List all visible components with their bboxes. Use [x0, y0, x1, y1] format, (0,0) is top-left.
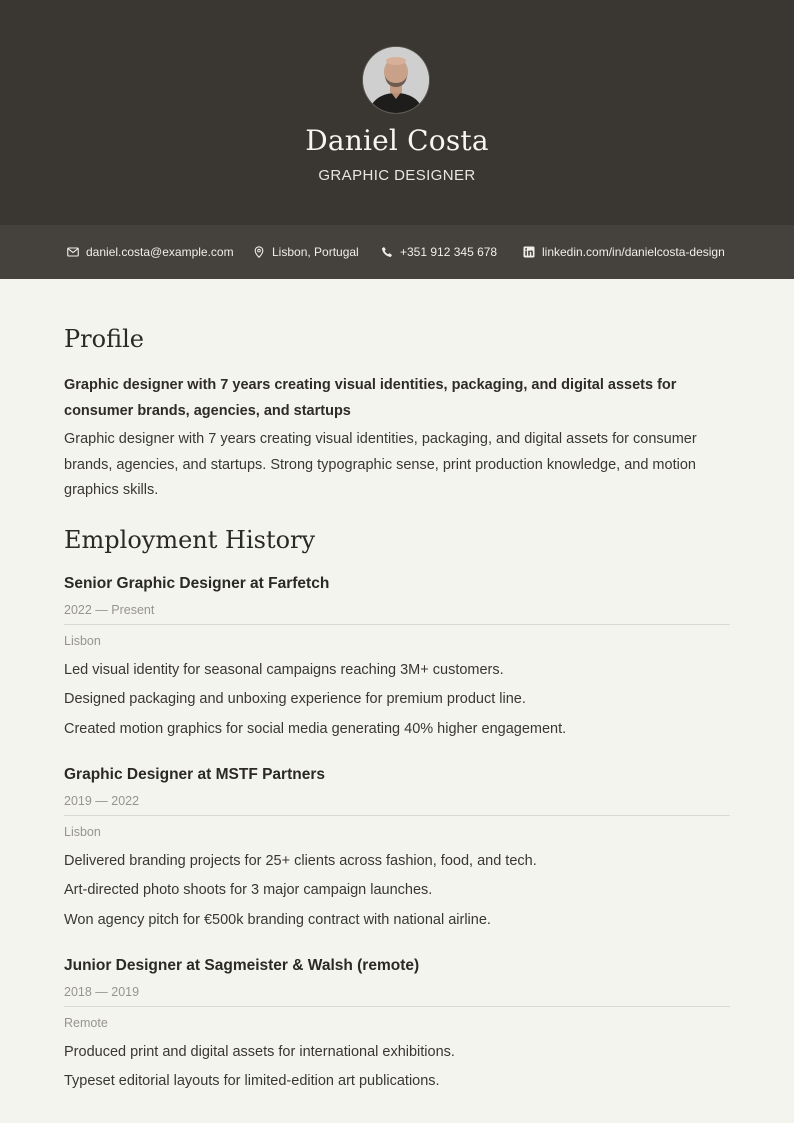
job-entry-bullet: Led visual identity for seasonal campaigns reaching 3M+ customers. [64, 662, 504, 678]
job-divider [64, 624, 730, 625]
job-entry-bullet: Won agency pitch for €500k branding contract with national airline. [64, 912, 491, 928]
linkedin-icon [523, 246, 535, 258]
job-entry-location: Lisbon [64, 825, 101, 839]
job-entry-title: Graphic Designer at MSTF Partners [64, 766, 325, 783]
contact-email-text: daniel.costa@example.com [86, 245, 234, 259]
contact-linkedin-text: linkedin.com/in/danielcosta-design [542, 245, 725, 259]
contact-phone-text: +351 912 345 678 [400, 245, 498, 259]
job-entry-title: Junior Designer at Sagmeister & Walsh (remote) [64, 957, 420, 974]
contact-email[interactable] [67, 244, 234, 260]
job-entry-bullet: Created motion graphics for social media generating 40% higher engagement. [64, 721, 567, 737]
job-entry-dates: 2022 — Present [64, 603, 155, 617]
job-entry-bullet: Produced print and digital assets for international exhibitions. [64, 1044, 455, 1060]
resume-header [0, 0, 794, 225]
avatar-portrait-icon [363, 47, 429, 113]
profile-heading: Profile [64, 325, 144, 353]
job-entry-bullet: Designed packaging and unboxing experience for premium product line. [64, 691, 526, 707]
contact-location [253, 244, 359, 260]
job-entry-title: Senior Graphic Designer at Farfetch [64, 575, 330, 592]
envelope-icon [67, 246, 79, 258]
contact-bar [0, 225, 794, 279]
candidate-name: Daniel Costa [305, 124, 489, 157]
contact-linkedin[interactable] [523, 244, 725, 260]
employment-heading: Employment History [64, 526, 316, 554]
profile-lead: Graphic designer with 7 years creating visual identities, packaging, and digital assets for consumer brands, agencies, and startups [64, 377, 677, 419]
job-entry-location: Remote [64, 1016, 108, 1030]
job-title-heading: GRAPHIC DESIGNER [318, 167, 476, 184]
avatar [363, 47, 429, 113]
job-entry-dates: 2018 — 2019 [64, 985, 140, 999]
map-pin-icon [253, 246, 265, 258]
job-divider [64, 815, 730, 816]
job-entry-bullet: Typeset editorial layouts for limited-edition art publications. [64, 1073, 440, 1089]
job-entry-bullet: Art-directed photo shoots for 3 major campaign launches. [64, 882, 433, 898]
job-entry-location: Lisbon [64, 634, 101, 648]
job-divider [64, 1006, 730, 1007]
contact-phone[interactable] [381, 244, 497, 260]
job-entry-dates: 2019 — 2022 [64, 794, 140, 808]
job-entry-bullet: Delivered branding projects for 25+ clients across fashion, food, and tech. [64, 853, 537, 869]
phone-icon [381, 246, 393, 258]
contact-location-text: Lisbon, Portugal [272, 245, 359, 259]
profile-summary: Graphic designer with 7 years creating visual identities, packaging, and digital assets for consumer brands, agencies, and startups. Strong typographic sense, print production knowledge, and motion graphics skills. [64, 431, 697, 498]
